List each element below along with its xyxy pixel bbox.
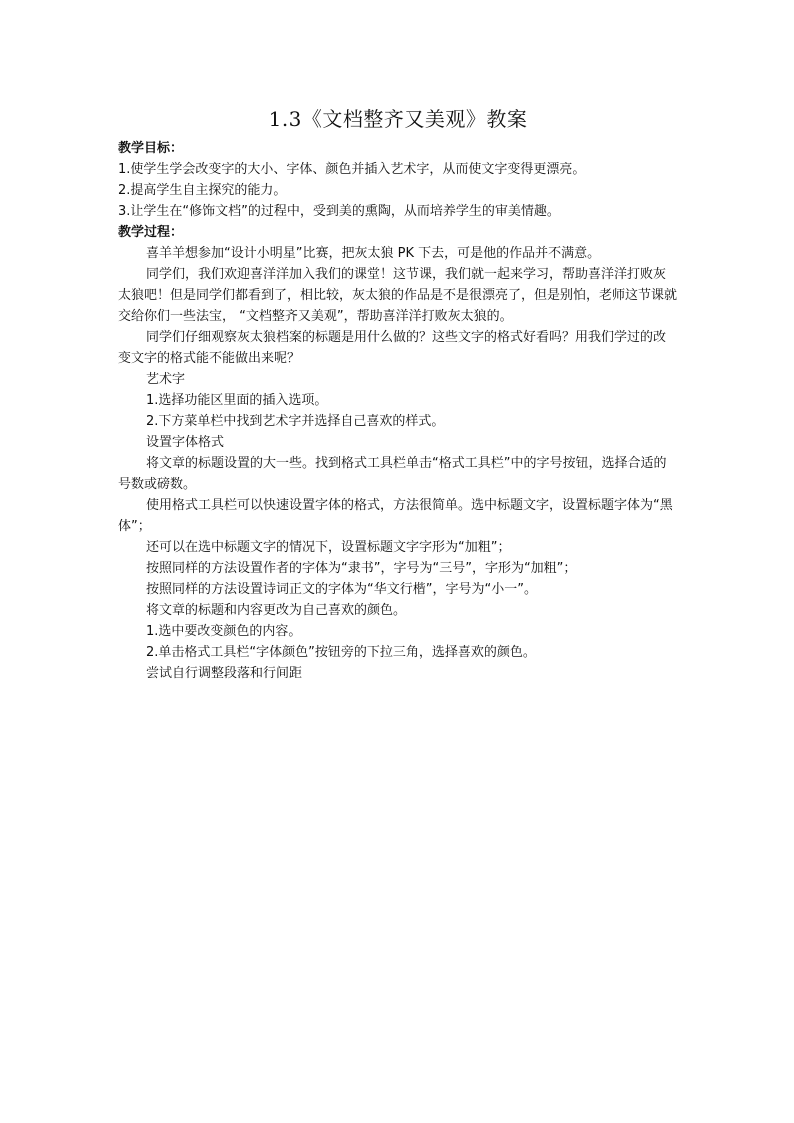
paragraph-title-size: 将文章的标题设置的大一些。找到格式工具栏单击“格式工具栏”中的字号按钮，选择合适的号数或磅数。 (118, 456, 667, 492)
paragraph-poem-font: 按照同样的方法设置诗词正文的字体为“华文行楷”，字号为“小一”。 (146, 582, 537, 597)
color-step-2: 2.单击格式工具栏“字体颜色”按钮旁的下拉三角，选择喜欢的颜色。 (146, 645, 536, 660)
paragraph-observe: 同学们仔细观察灰太狼档案的标题是用什么做的？这些文字的格式好看吗？用我们学过的改变文字的格式能不能做出来呢？ (118, 330, 667, 366)
document-body (118, 106, 678, 684)
wordart-step-1: 1.选择功能区里面的插入选项。 (146, 393, 328, 408)
wordart-step-2: 2.下方菜单栏中找到艺术字并选择自己喜欢的样式。 (146, 414, 445, 429)
paragraph-intro: 喜羊羊想参加“设计小明星”比赛，把灰太狼 PK 下去，可是他的作品并不满意。 (146, 246, 601, 261)
paragraph-color: 将文章的标题和内容更改为自己喜欢的颜色。 (146, 603, 407, 618)
process-heading: 教学过程： (118, 225, 184, 240)
document-title: 1.3《文档整齐又美观》教案 (268, 107, 528, 131)
color-step-1: 1.选中要改变颜色的内容。 (146, 624, 302, 639)
paragraph-author-font: 按照同样的方法设置作者的字体为“隶书”，字号为“三号”，字形为“加粗”； (146, 561, 577, 576)
section-wordart: 艺术字 (146, 372, 186, 387)
paragraph-spacing: 尝试自行调整段落和行间距 (146, 666, 303, 681)
goal-item-1: 1.使学生学会改变字的大小、字体、颜色并插入艺术字，从而使文字变得更漂亮。 (118, 162, 586, 177)
section-font-format: 设置字体格式 (146, 435, 225, 450)
paragraph-title-font: 使用格式工具栏可以快速设置字体的格式，方法很简单。选中标题文字，设置标题字体为“黑体”； (118, 498, 673, 534)
paragraph-bold: 还可以在选中标题文字的情况下，设置标题文字字形为“加粗”； (146, 540, 511, 555)
paragraph-welcome: 同学们，我们欢迎喜洋洋加入我们的课堂！这节课，我们就一起来学习，帮助喜洋洋打败灰太狼吧！但是同学们都看到了，相比较，灰太狼的作品是不是很漂亮了，但是别怕，老师这节课就交给你们一些法宝， “文档整齐又美观”，帮助喜洋洋打败灰太狼的。 (118, 267, 678, 324)
goals-heading: 教学目标： (118, 141, 184, 156)
goal-item-3: 3.让学生在“修饰文档”的过程中，受到美的熏陶，从而培养学生的审美情趣。 (118, 204, 560, 219)
goal-item-2: 2.提高学生自主探究的能力。 (118, 183, 287, 198)
